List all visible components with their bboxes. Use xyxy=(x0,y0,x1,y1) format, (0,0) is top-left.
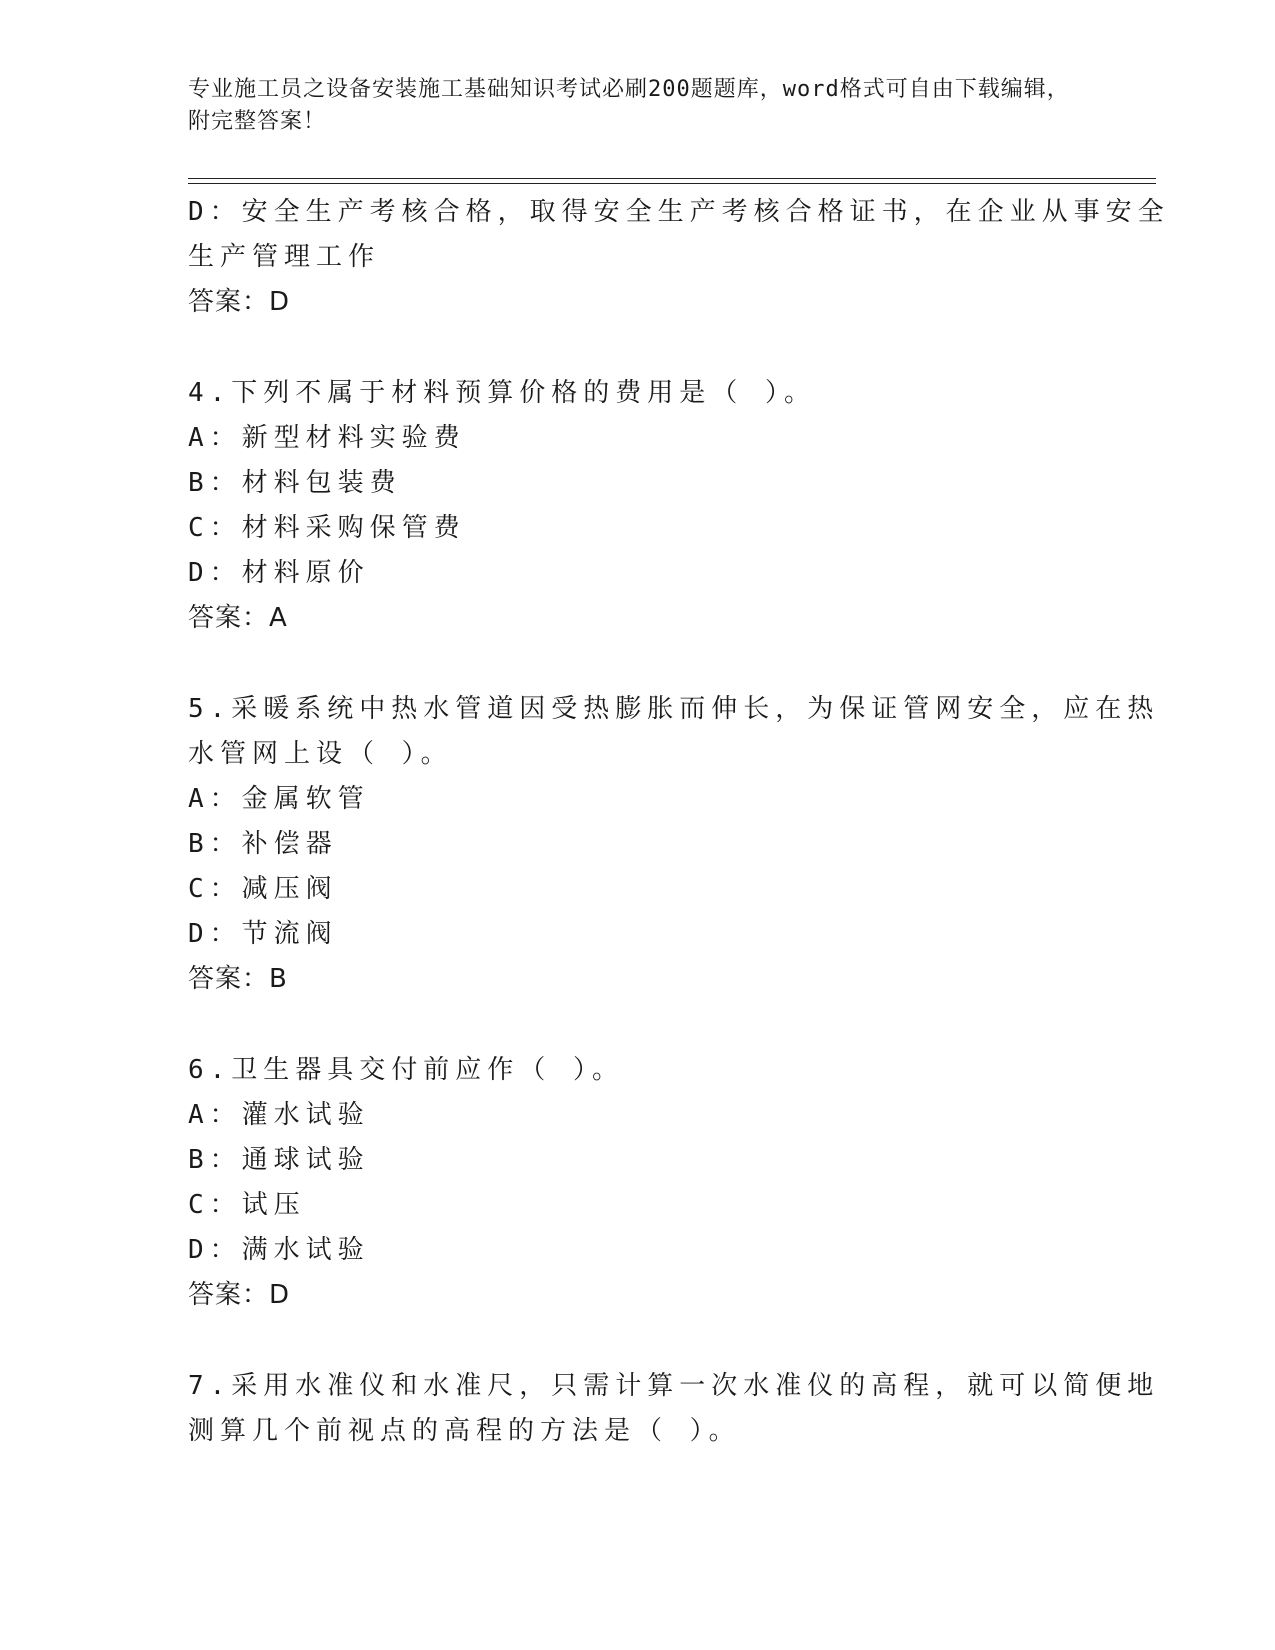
question-stem-continued: 水管网上设（ ）。 xyxy=(188,739,453,769)
question-6 xyxy=(188,1048,1088,1318)
option-c: C：减压阀 xyxy=(188,874,338,904)
option-c: C：材料采购保管费 xyxy=(188,513,466,543)
question-stem: 6.卫生器具交付前应作（ ）。 xyxy=(188,1055,624,1085)
answer: 答案：D xyxy=(188,287,291,317)
option-a: A：金属软管 xyxy=(188,784,370,814)
header-divider xyxy=(188,178,1156,184)
question-stem: 7.采用水准仪和水准尺，只需计算一次水准仪的高程，就可以简便地 xyxy=(188,1371,1160,1401)
option-b: B：补偿器 xyxy=(188,829,338,859)
question-list xyxy=(188,190,1170,1454)
option-d: D：满水试验 xyxy=(188,1235,370,1265)
question-7 xyxy=(188,1364,1160,1454)
option-a: A：灌水试验 xyxy=(188,1100,370,1130)
option-d-continued: 生产管理工作 xyxy=(188,242,381,272)
option-d: D：节流阀 xyxy=(188,919,338,949)
page-header: 专业施工员之设备安装施工基础知识考试必刷200题题库，word格式可自由下载编辑，附完整答案！ xyxy=(188,77,1070,134)
option-a: A：新型材料实验费 xyxy=(188,423,466,453)
question-3-tail xyxy=(188,190,1170,325)
answer: 答案：A xyxy=(188,603,288,633)
question-4 xyxy=(188,371,1088,641)
option-b: B：通球试验 xyxy=(188,1145,370,1175)
answer: 答案：B xyxy=(188,964,288,994)
question-stem: 4.下列不属于材料预算价格的费用是（ ）。 xyxy=(188,378,816,408)
option-b: B：材料包装费 xyxy=(188,468,402,498)
question-stem: 5.采暖系统中热水管道因受热膨胀而伸长，为保证管网安全，应在热 xyxy=(188,694,1160,724)
option-d: D：材料原价 xyxy=(188,558,370,588)
question-stem-continued: 测算几个前视点的高程的方法是（ ）。 xyxy=(188,1416,741,1446)
option-d: D：安全生产考核合格，取得安全生产考核合格证书，在企业从事安全 xyxy=(188,197,1170,227)
question-5 xyxy=(188,687,1160,1002)
option-c: C：试压 xyxy=(188,1190,306,1220)
answer: 答案：D xyxy=(188,1280,291,1310)
